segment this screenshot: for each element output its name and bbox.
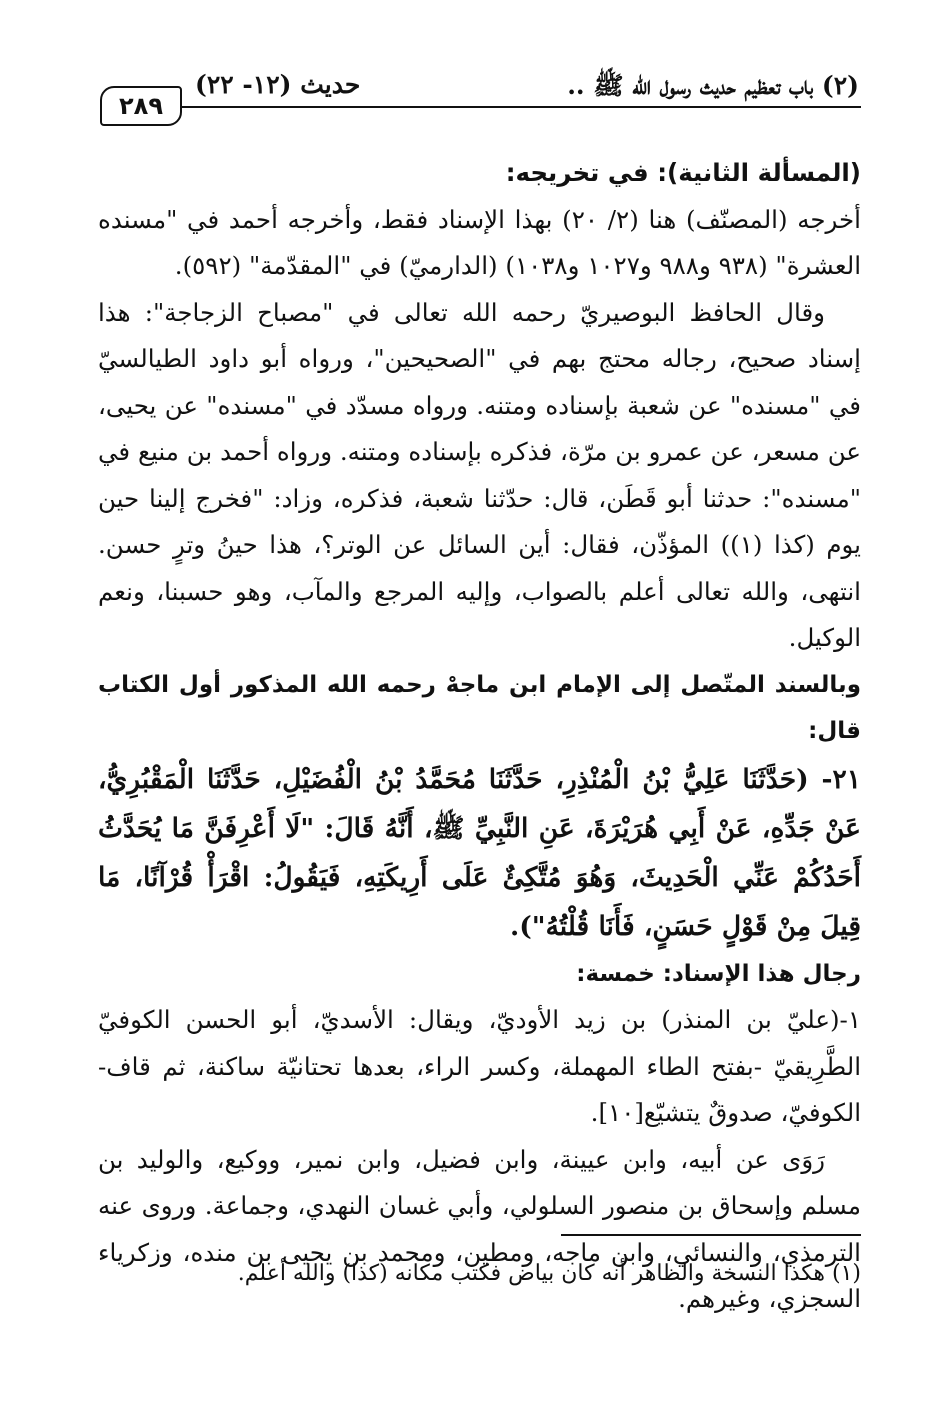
header-rule xyxy=(180,106,861,108)
hadith-range: حديث (١٢- ٢٢) xyxy=(195,70,361,99)
paragraph-busiri: وقال الحافظ البوصيريّ رحمه الله تعالى في "مصباح الزجاجة": هذا إسناد صحيح، رجاله محتج بهم في "الصحيحين"، ورواه أبو داود الطيالسيّ في "مسنده" عن شعبة بإسناده ومتنه. ورواه مسدّد في "مسنده" عن يحيى، عن مسعر، عن عمرو بن مرّة، فذكره بإسناده ومتنه. ورواه أحمد بن منيع في "مسنده": حدثنا أبو قَطَن، قال: حدّثنا شعبة، فذكره، وزاد: "فخرج إلينا حين يوم (كذا (١)) المؤذّن، فقال: أين السائل عن الوتر؟، هذا حينُ وترٍ حسن. انتهى، والله تعالى أعلم بالصواب، وإليه المرجع والمآب، وهو حسبنا، ونعم الوكيل. xyxy=(98,297,862,652)
narrators-heading: رجال هذا الإسناد: خمسة: xyxy=(576,960,861,987)
hadith-text: ٢١- (حَدَّثَنَا عَلِيُّ بْنُ الْمُنْذِرِ، حَدَّثَنَا مُحَمَّدُ بْنُ الْفُضَيْلِ، حَدَّثَنَا الْمَقْبُرِيُّ، عَنْ جَدِّهِ، عَنْ أَبِي هُرَيْرَةَ، عَنِ النَّبِيِّ ﷺ، أَنَّهُ قَالَ: "لَا أَعْرِفَنَّ مَا يُحَدَّثُ أَحَدُكُمْ عَنِّي الْحَدِيثَ، وَهُوَ مُتَّكِئٌ عَلَى أَرِيكَتِهِ، فَيَقُولُ: اقْرَأْ قُرْآنًا، مَا قِيلَ مِنْ قَوْلٍ حَسَنٍ، فَأَنَا قُلْتُهُ"). xyxy=(98,763,861,942)
paragraph-takhrij: أخرجه (المصنّف) هنا (٢/ ٢٠) بهذا الإسناد فقط، وأخرجه أحمد في "مسنده العشرة" (٩٣٨ و٩٨٨ و١٠٢٧ و١٠٣٨) (الدارميّ) في "المقدّمة" (٥٩٢). xyxy=(98,204,861,280)
page-number: ٢٨٩ xyxy=(100,86,182,126)
narrator-entry: ١-(عليّ بن المنذر) بن زيد الأوديّ، ويقال: الأسديّ، أبو الحسن الكوفيّ الطَّرِيقيّ -بفتح الطاء المهملة، وكسر الراء، بعدها تحتانيّة ساكنة، ثم قاف- الكوفيّ، صدوقٌ يتشيّع[١٠]. xyxy=(98,1005,861,1127)
section-heading-takhrij: (المسألة الثانية): في تخريجه: xyxy=(505,158,861,187)
chain-heading: وبالسند المتّصل إلى الإمام ابن ماجهْ رحمه الله المذكور أول الكتاب قال: xyxy=(98,671,861,744)
main-text xyxy=(98,150,861,1323)
narrator-students: رَوَى عن أبيه، وابن عيينة، وابن فضيل، وابن نمير، ووكيع، والوليد بن مسلم وإسحاق بن منصور السلولي، وأبي غسان النهدي، وجماعة. وروى عنه الترمذي، والنسائي، وابن ماجه، ومطين، ومحمد بن يحيى بن منده، وزكرياء السجزي، وغيرهم. xyxy=(98,1144,861,1313)
footnote-rule xyxy=(561,1234,861,1236)
footnote: (١) هكذا النسخة والظاهر أنه كان بياض فكتب مكانه (كذا) والله أعلم. xyxy=(237,1261,861,1286)
running-title: (٢) باب تعظيم حديث رسول الله ﷺ .. xyxy=(567,71,859,100)
